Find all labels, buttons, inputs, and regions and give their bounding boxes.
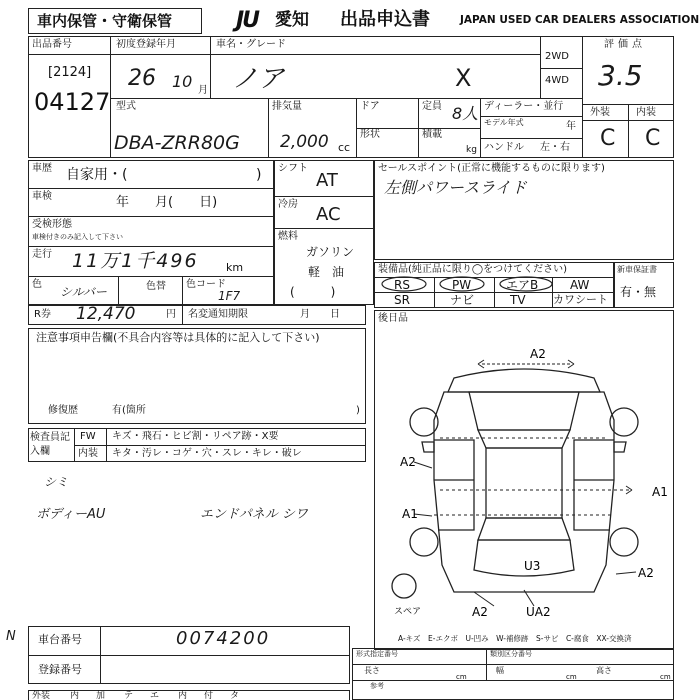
ref-label: 参考 [370,682,384,690]
hood [469,392,579,430]
model-label: 型式 [116,101,136,112]
wheel-rear-right [610,528,638,556]
shape-label: 形状 [360,129,380,140]
km-unit: km [226,261,244,274]
mark-top: A2 [530,347,546,361]
repair-value: 有(箇所 [112,405,146,416]
interior-label: 内装 [636,107,656,118]
acceptance-label: 受検形態 [32,219,72,230]
registration-month-unit: 月 [198,85,208,96]
ledger-label: 後日品 [378,313,408,324]
unit-cm-3: cm [660,673,671,681]
exterior-label: 外装 [590,107,610,118]
drive-2wd: 2WD [545,51,569,62]
roof [486,448,562,518]
bottom-cell-5: エ [150,691,160,700]
chassis-label: 車台番号 [38,633,82,646]
equipment-aw: AW [570,278,590,292]
displacement-label: 排気量 [272,101,302,112]
mark-rear-left: A2 [472,605,488,619]
exterior-grade: C [600,126,616,151]
car-diagram [374,330,674,630]
fuel-diesel: 軽 油 [308,265,345,279]
warranty-value: 有・無 [620,285,657,299]
equipment-navi: ナビ [450,293,475,307]
pre-mark: N [6,629,16,644]
displacement: 2,000 [280,132,329,152]
vehicle-name-label: 車名・グレード [216,39,286,50]
mark-right: A1 [652,485,668,499]
aircon-label: 冷房 [278,199,298,210]
fw-label: FW [80,431,96,442]
storage-tag: 車内保管・守衛保管 [37,12,173,30]
height-label: 高さ [596,666,612,675]
selling-points-label: セールスポイント(正常に機能するものに限ります) [378,163,605,174]
bottom-cell-4: テ [124,691,134,700]
cc-unit: cc [338,141,351,154]
selling-points-text: 左側パワースライド [384,178,527,197]
front-bumper [448,369,600,392]
equipment-sr: SR [394,293,410,307]
tax-unit: 円 [166,309,176,320]
handle-label: ハンドル [484,142,524,153]
color-change-label: 色替 [146,281,166,292]
notes-label: 注意事項申告欄(不具合内容等は具体的に記入して下さい) [36,331,320,344]
interior-check-items: キタ・汚レ・コゲ・穴・スレ・キレ・破レ [112,448,302,459]
history-label: 車歴 [32,163,52,174]
registration-year: 26 [128,66,156,91]
shift-label: シフト [278,163,308,174]
vehicle-grade: X [455,64,472,92]
model-code: DBA-ZRR80G [114,132,240,154]
circle-airbag [500,277,552,291]
remark-2: ボディーAU [36,507,106,522]
remark-1: シミ [44,475,69,489]
bottom-cell-8: タ [230,691,240,700]
shift-value: AT [316,170,338,191]
registration-label: 初度登録年月 [116,39,176,50]
mileage-label: 走行 [32,249,52,260]
bottom-cell-3: 加 [96,691,106,700]
class-label: 類別区分番号 [490,650,532,658]
lot-sub-number: [2124] [48,65,92,80]
width-label: 幅 [496,666,504,675]
selling-points-block [374,160,674,260]
model-year-label: モデル年式 [484,118,524,127]
doors-label: ドア [360,101,380,112]
equipment-label: 装備品(純正品に限り◯をつけてください) [378,264,567,275]
capacity-label: 定員 [422,101,442,112]
history-value: 自家用・( [66,167,128,183]
bottom-cell-6: 内 [178,691,188,700]
circle-rs [382,277,426,291]
mark-rear-center: UA2 [526,605,551,619]
unit-cm-1: cm [456,673,467,681]
fw-items: キズ・飛石・ヒビ割・リペア跡・X要 [112,431,279,442]
left-doors [434,440,474,530]
length-label: 長さ [364,666,380,675]
color-label: 色 [32,279,42,290]
lot-number: 04127 [34,88,111,116]
evaluation-label: 評価点 [604,39,646,50]
spare-label: スペア [394,607,422,617]
bottom-cell-7: 付 [204,691,214,700]
registration-month: 10 [172,72,193,91]
equipment-seat: カワシート [553,293,608,306]
color-code: 1F7 [218,289,241,303]
aircon-value: AC [316,204,341,225]
chassis-number: 0074200 [176,628,271,649]
interior-check-label: 内装 [78,448,98,459]
wheel-rear-left [410,528,438,556]
kg-unit: kg [466,145,477,155]
right-doors [574,440,614,530]
color-value: シルバー [60,285,107,299]
repair-label: 修復歴 [48,405,78,416]
year-unit: 年 [566,121,576,132]
equipment-tv: TV [510,293,526,307]
storage-tag-box [28,8,202,34]
ju-logo: JU [236,8,259,33]
load-label: 積載 [422,129,442,140]
unit-cm-2: cm [566,673,577,681]
equipment-airbag: エアB [506,278,539,292]
damage-legend: A-キズ E-エクボ U-凹み W-補修跡 S-サビ C-腐食 XX-交換済 [398,634,632,643]
equipment-rs: RS [394,278,410,292]
tax-label: R券 [34,309,51,320]
windshield [478,430,570,448]
mileage: 11万1千496 [72,250,199,272]
bottom-cell-1: 外装 [32,691,51,700]
equipment-circles [374,262,614,308]
registration-number-label: 登録番号 [38,663,82,676]
form-title: 出品申込書 [340,9,430,30]
fixed-label: 形式指定番号 [356,650,398,658]
mark-hatch: U3 [524,559,541,573]
brand-name: 愛知 [275,10,309,30]
circle-pw [440,277,484,291]
association-name: JAPAN USED CAR DEALERS ASSOCIATION [460,14,700,26]
color-code-label: 色コード [186,279,226,290]
handle-options: 左・右 [540,142,570,153]
tax-value: 12,470 [76,304,136,324]
repair-close: ) [356,405,360,416]
name-change-label: 名変通知期限 [188,309,248,320]
fuel-other: ( ) [290,285,336,299]
rear-window [478,518,570,540]
fuel-gas: ガソリン [306,245,355,259]
inspection-value: 年 月( 日) [116,195,218,210]
lot-number-label: 出品番号 [32,39,72,50]
history-close: ) [256,167,262,183]
fuel-label: 燃料 [278,231,298,242]
inspection-label: 車検 [32,191,52,202]
interior-grade: C [645,126,661,151]
mirror-right [614,442,626,452]
vehicle-name: ノア [232,64,285,94]
drive-4wd: 4WD [545,75,569,86]
mark-left-lower: A1 [402,507,418,521]
equipment-pw: PW [452,278,472,292]
bottom-cell-2: 内 [70,691,80,700]
inspector-label: 検査員記入欄 [30,432,70,457]
dealer-label: ディーラー・並行 [484,101,564,112]
mark-left-upper: A2 [400,455,416,469]
acceptance-note: 車検付きのみ記入して下さい [32,233,123,241]
mirror-left [422,442,434,452]
capacity: 8人 [452,104,479,123]
evaluation-score: 3.5 [598,59,643,92]
name-change-value: 月 日 [300,309,340,320]
mark-rear-right: A2 [638,566,654,580]
remark-3: エンドパネル シワ [200,507,308,522]
warranty-label: 新車保証書 [617,265,657,274]
spare-tire [392,574,416,598]
